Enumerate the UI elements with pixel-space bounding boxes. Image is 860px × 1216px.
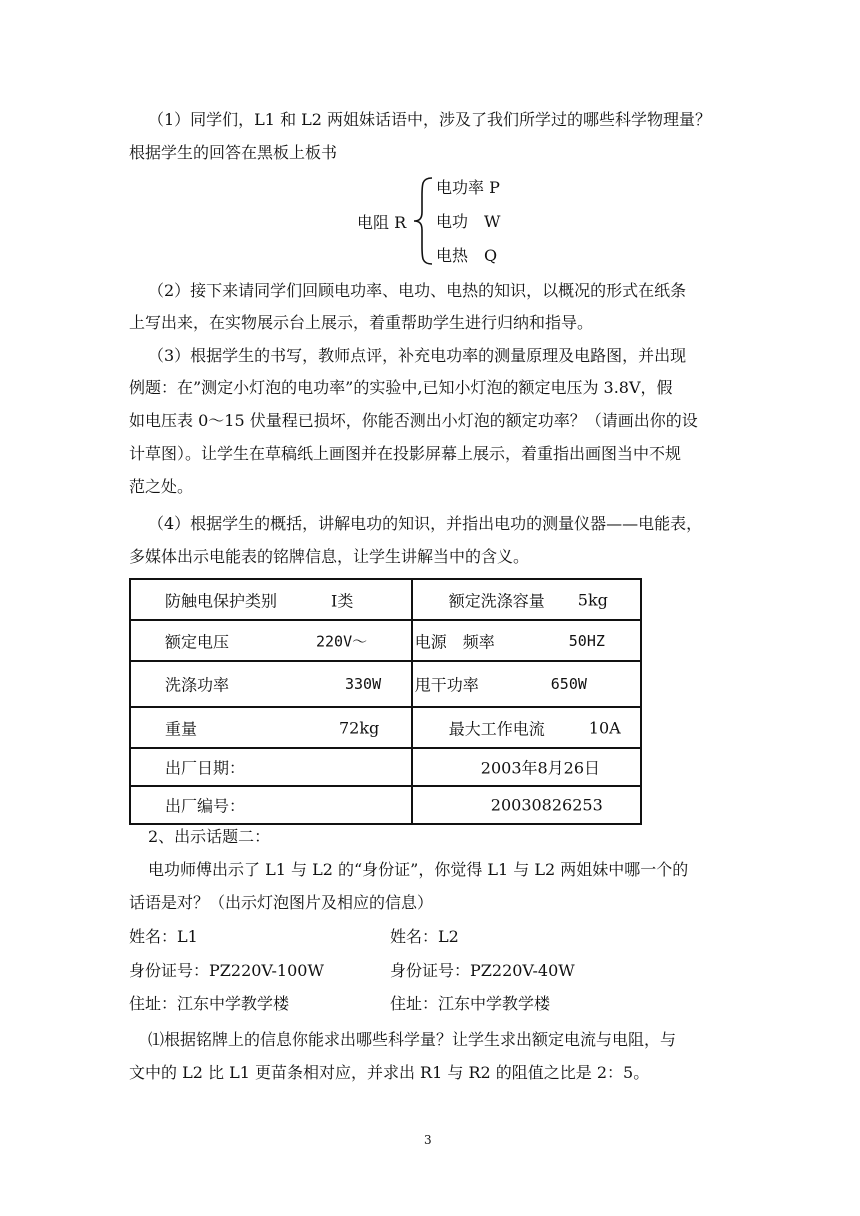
id-right-number: 身份证号：PZ220V-40W xyxy=(390,961,575,980)
cell-label: 防触电保护类别 xyxy=(165,591,278,610)
paragraph-3-line-1: （3）根据学生的书写，教师点评，补充电功率的测量原理及电路图，并出现 xyxy=(148,346,687,365)
cell-label: 额定电压 xyxy=(165,632,230,651)
id-right-name: 姓名：L2 xyxy=(390,927,459,946)
board-item-power: 电功率 P xyxy=(436,178,500,197)
id-right-address: 住址：江东中学教学楼 xyxy=(390,994,551,1013)
cell-value: 650W xyxy=(550,675,587,693)
paragraph-3-line-4: 计草图）。让学生在草稿纸上画图并在投影屏幕上展示，着重指出画图当中不规 xyxy=(129,444,682,463)
curly-brace-icon xyxy=(412,176,434,266)
cell-value: Ⅰ类 xyxy=(331,591,354,610)
paragraph-3-line-3: 如电压表 0～15 伏量程已损坏，你能否测出小灯泡的额定功率？（请画出你的设 xyxy=(129,411,698,430)
paragraph-3-line-2: 例题：在”测定小灯泡的电功率”的实验中,已知小灯泡的额定电压为 3.8V，假 xyxy=(129,378,673,397)
topic-2-line-2: 话语是对？（出示灯泡图片及相应的信息） xyxy=(129,893,434,912)
cell-value: 72kg xyxy=(339,718,380,737)
id-left-name: 姓名：L1 xyxy=(129,927,198,946)
paragraph-5-line-1: ⑴根据铭牌上的信息你能求出哪些科学量？让学生求出额定电流与电阻，与 xyxy=(148,1030,677,1049)
cell-value: 2003年8月26日 xyxy=(480,758,601,778)
cell-value: 5kg xyxy=(577,590,608,609)
cell-value: 220V～ xyxy=(316,632,368,650)
cell-label: 额定洗涤容量 xyxy=(448,591,545,610)
cell-label: 出厂日期： xyxy=(165,758,246,778)
cell-label: 重量 xyxy=(165,719,198,738)
cell-value: 330W xyxy=(345,675,382,693)
id-left-address: 住址：江东中学教学楼 xyxy=(129,994,290,1013)
page-number: 3 xyxy=(424,1133,432,1147)
paragraph-2-line-2: 上写出来，在实物展示台上展示，着重帮助学生进行归纳和指导。 xyxy=(129,313,594,332)
cell-value: 50HZ xyxy=(568,631,605,650)
table-row xyxy=(130,707,641,748)
paragraph-5-line-2: 文中的 L2 比 L1 更苗条相对应，并求出 R1 与 R2 的阻值之比是 2：5。 xyxy=(129,1063,650,1082)
id-left-number: 身份证号：PZ220V-100W xyxy=(129,961,324,980)
paragraph-3-line-5: 范之处。 xyxy=(129,477,194,496)
cell-label: 洗涤功率 xyxy=(165,675,230,695)
topic-2-line-1: 电功师傅出示了 L1 与 L2 的“身份证”，你觉得 L1 与 L2 两姐妹中哪一个的 xyxy=(148,860,689,879)
table-row xyxy=(130,620,641,661)
table-row xyxy=(130,748,641,786)
table-row xyxy=(130,579,641,620)
paragraph-4-line-2: 多媒体出示电能表的铭牌信息，让学生讲解当中的含义。 xyxy=(129,547,530,566)
paragraph-4-line-1: （4）根据学生的概括，讲解电功的知识，并指出电功的测量仪器——电能表， xyxy=(148,514,703,533)
board-left-term: 电阻 R xyxy=(357,213,407,232)
paragraph-1-line-1: （1）同学们，L1 和 L2 两姐妹话语中，涉及了我们所学过的哪些科学物理量？ xyxy=(148,110,712,129)
cell-label: 电源 频率 xyxy=(414,632,495,651)
cell-label: 出厂编号： xyxy=(165,796,246,816)
table-row xyxy=(130,661,641,707)
topic-2-heading: 2、出示话题二： xyxy=(148,827,271,846)
paragraph-2-line-1: （2）接下来请同学们回顾电功率、电功、电热的知识，以概况的形式在纸条 xyxy=(148,281,687,300)
cell-value: 10A xyxy=(588,718,621,737)
board-item-work: 电功 W xyxy=(436,212,501,231)
board-item-heat: 电热 Q xyxy=(436,246,498,265)
cell-label: 甩干功率 xyxy=(414,675,479,695)
table-row xyxy=(130,786,641,824)
cell-value: 20030826253 xyxy=(490,795,603,815)
cell-label: 最大工作电流 xyxy=(448,719,545,738)
nameplate-table xyxy=(129,578,642,825)
paragraph-1-line-2: 根据学生的回答在黑板上板书 xyxy=(129,143,338,162)
